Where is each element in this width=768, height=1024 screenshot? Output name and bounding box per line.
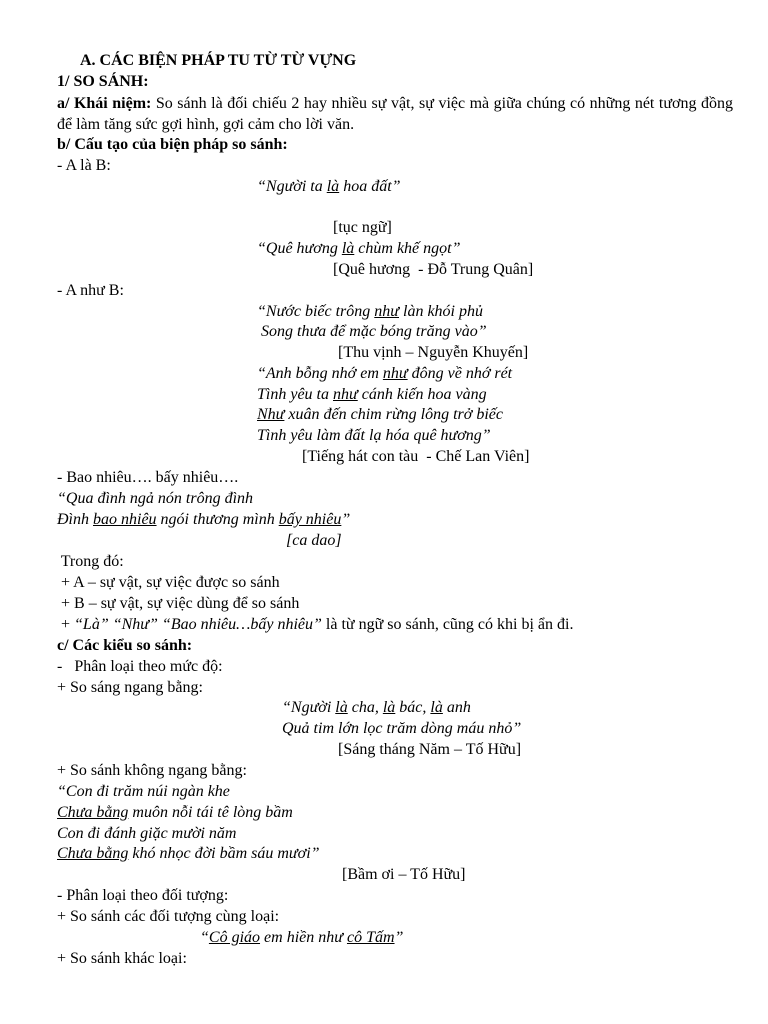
comparison-word: như [333, 386, 358, 403]
document-title: A. CÁC BIỆN PHÁP TU TỪ TỪ VỰNG [80, 52, 357, 69]
poem-tieng-hat-line-2 [257, 385, 487, 405]
source-sang-thang-nam: [Sáng tháng Năm – Tố Hữu] [338, 741, 522, 758]
quote-text: đông về nhớ rét [407, 365, 513, 382]
poem-tieng-hat-line-4: Tình yêu làm đất lạ hóa quê hương” [257, 427, 491, 444]
definition-paragraph [57, 93, 733, 135]
comparison-word: là [326, 178, 340, 195]
note-text: + [57, 616, 75, 633]
poem-sang-thang-nam-line-2: Quả tim lớn lọc trăm dòng máu nhỏ” [282, 720, 522, 737]
comparison-word: là [341, 240, 355, 257]
source-que-huong: [Quê hương - Đỗ Trung Quân] [333, 261, 534, 278]
source-ca-dao: [ca dao] [286, 532, 342, 549]
quote-text: “Nước biếc trông [257, 303, 375, 320]
quote-nguoi-ta [257, 177, 401, 197]
note-comparison-words [57, 615, 573, 635]
comparison-word: là [335, 699, 348, 716]
ca-dao-line-1: “Qua đình ngả nón trông đình [57, 490, 254, 507]
note-b: + B – sự vật, sự việc dùng để so sánh [57, 595, 300, 612]
source-tuc-ngu: [tục ngữ] [333, 219, 392, 236]
quote-text: “Người ta [257, 178, 327, 195]
comparison-word: là [430, 699, 443, 716]
quote-text: “Quê hương [257, 240, 342, 257]
same-type-comparison: + So sánh các đối tượng cùng loại: [57, 908, 280, 925]
comparison-word: Chưa bằng [57, 845, 129, 862]
quote-que-huong [257, 239, 460, 259]
pattern-bao-nhieu: - Bao nhiêu…. bấy nhiêu…. [57, 469, 239, 486]
comparison-word: bao nhiêu [93, 511, 157, 528]
note-trong-do: Trong đó: [57, 553, 124, 570]
class-by-object: - Phân loại theo đối tượng: [57, 887, 229, 904]
source-tieng-hat: [Tiếng hát con tàu - Chế Lan Viên] [302, 448, 530, 465]
poem-bam-oi-line-3: Con đi đánh giặc mười năm [57, 825, 237, 842]
structure-heading: b/ Cấu tạo của biện pháp so sánh: [57, 136, 288, 153]
class-by-degree: - Phân loại theo mức độ: [57, 658, 223, 675]
comparison-word: là [382, 699, 396, 716]
comparison-words: “Là” “Như” “Bao nhiêu…bấy nhiêu” [74, 616, 322, 633]
quote-text: xuân đến chim rừng lông trở biếc [284, 406, 503, 423]
different-type-comparison: + So sánh khác loại: [57, 950, 187, 967]
quote-co-giao [200, 928, 403, 948]
note-text: là từ ngữ so sánh, cũng có khi bị ẩn đi. [321, 616, 574, 633]
quote-text: hoa đất” [339, 178, 401, 195]
types-heading: c/ Các kiểu so sánh: [57, 637, 193, 654]
ca-dao-line-2 [57, 510, 350, 530]
quote-text: làn khói phủ [399, 303, 483, 320]
pattern-a-la-b: - A là B: [57, 157, 111, 174]
quote-text: “ [200, 929, 209, 946]
definition-text: So sánh là đối chiếu 2 hay nhiều sự vật, sự việc mà giữa chúng có những nét tương đồng để làm tăng sức gợi hình, gợi cảm cho lời văn. [57, 95, 733, 133]
quote-text: Đình [57, 511, 93, 528]
comparison-word: bấy nhiêu [278, 511, 342, 528]
quote-text: Tình yêu ta [257, 386, 333, 403]
comparison-word: cô Tấm [346, 929, 395, 946]
quote-text: anh [442, 699, 471, 716]
section-heading-so-sanh: 1/ SO SÁNH: [57, 73, 149, 90]
quote-text: ” [394, 929, 404, 946]
poem-sang-thang-nam-line-1 [282, 698, 471, 718]
source-thu-vinh: [Thu vịnh – Nguyễn Khuyến] [338, 344, 529, 361]
quote-text: ” [341, 511, 351, 528]
quote-text: khó nhọc đời bầm sáu mươi” [128, 845, 320, 862]
quote-text: chùm khế ngọt” [354, 240, 461, 257]
quote-text: “Người [282, 699, 336, 716]
quote-text: ngói thương mình [156, 511, 279, 528]
poem-thu-vinh-line-1 [257, 302, 483, 322]
source-bam-oi: [Bầm ơi – Tố Hữu] [342, 866, 466, 883]
note-a: + A – sự vật, sự việc được so sánh [57, 574, 280, 591]
poem-bam-oi-line-4 [57, 844, 320, 864]
comparison-word: như [382, 365, 408, 382]
comparison-word: Như [257, 406, 285, 423]
poem-bam-oi-line-1: “Con đi trăm núi ngàn khe [57, 783, 230, 800]
quote-text: muôn nỗi tái tê lòng bầm [128, 804, 293, 821]
quote-text: bác, [395, 699, 431, 716]
definition-label: a/ Khái niệm: [57, 95, 152, 112]
comparison-word: Chưa bằng [57, 804, 129, 821]
equal-comparison: + So sáng ngang bằng: [57, 679, 203, 696]
quote-text: em hiền như [260, 929, 347, 946]
comparison-word: như [374, 303, 399, 320]
quote-text: cha, [347, 699, 383, 716]
poem-bam-oi-line-2 [57, 803, 293, 823]
unequal-comparison: + So sánh không ngang bằng: [57, 762, 247, 779]
quote-text: cánh kiến hoa vàng [357, 386, 487, 403]
poem-tieng-hat-line-1 [257, 364, 512, 384]
comparison-word: Cô giáo [208, 929, 261, 946]
poem-thu-vinh-line-2: Song thưa để mặc bóng trăng vào” [257, 323, 487, 340]
pattern-a-nhu-b: - A như B: [57, 282, 124, 299]
quote-text: “Anh bỗng nhớ em [257, 365, 383, 382]
poem-tieng-hat-line-3 [257, 405, 503, 425]
